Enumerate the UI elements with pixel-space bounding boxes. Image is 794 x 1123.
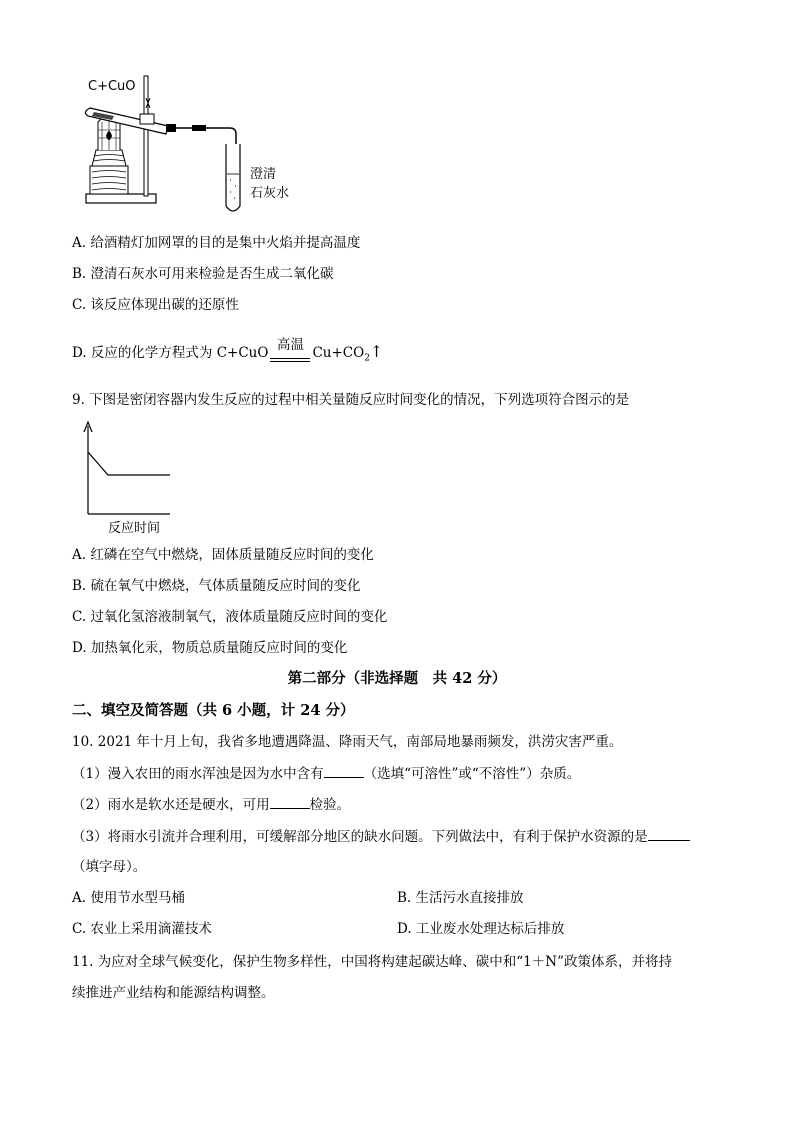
apparatus-figure <box>80 70 320 220</box>
section2-title: 二、填空及简答题（共 6 小题，计 24 分） <box>72 702 355 719</box>
q9-stem: 9. 下图是密闭容器内发生反应的过程中相关量随反应时间变化的情况，下列选项符合图示的是 <box>72 392 630 408</box>
q11-line-1: 11. 为应对全球气候变化，保护生物多样性，中国将构建起碳达峰、碳中和“1＋N”政策体系，并将持 <box>72 954 672 970</box>
receiving-tube <box>226 144 240 211</box>
limewater-label-1: 澄清 <box>250 167 277 182</box>
limewater-label-2: 石灰水 <box>250 186 290 201</box>
gas-arrow: ↑ <box>369 342 384 361</box>
q9-option-c: C. 过氧化氢溶液制氧气，液体质量随反应时间的变化 <box>72 609 388 625</box>
q10-sub1-pre: （1）漫入农田的雨水浑浊是因为水中含有 <box>72 766 324 782</box>
q8-option-d-subscript: 2 <box>364 353 370 364</box>
q8-option-d-product: Cu+CO <box>312 345 365 361</box>
q8-option-b: B. 澄清石灰水可用来检验是否生成二氧化碳 <box>72 266 334 282</box>
graph-curve <box>88 452 170 475</box>
q10-sub3 <box>72 826 690 847</box>
reactant-label: C+CuO <box>88 79 136 94</box>
graph-xlabel: 反应时间 <box>108 521 161 536</box>
q9-option-a: A. 红磷在空气中燃烧，固体质量随反应时间的变化 <box>72 547 374 563</box>
reaction-condition-text: 高温 <box>276 336 304 353</box>
q10-stem: 10. 2021 年十月上旬，我省多地遭遇降温、降雨天气，南部局地暴雨频发，洪涝灾害严重。 <box>72 734 623 750</box>
q10-sub2-pre: （2）雨水是软水还是硬水，可用 <box>72 797 270 813</box>
q10-option-b: B. 生活污水直接排放 <box>397 890 524 906</box>
q8-option-d <box>72 336 384 369</box>
q10-option-a: A. 使用节水型马桶 <box>72 890 185 906</box>
q9-option-b: B. 硫在氧气中燃烧，气体质量随反应时间的变化 <box>72 578 361 594</box>
q10-sub2 <box>72 794 350 815</box>
answer-blank-1[interactable] <box>324 763 364 778</box>
q10-sub1-post: （选填“可溶性”或“不溶性”）杂质。 <box>363 766 581 782</box>
q10-option-c: C. 农业上采用滴灌技术 <box>72 921 212 937</box>
q10-sub1 <box>72 763 580 784</box>
answer-blank-2[interactable] <box>270 794 310 809</box>
q8-option-c: C. 该反应体现出碳的还原性 <box>72 297 239 313</box>
stand-rod <box>144 76 148 196</box>
q10-sub3-text: （3）将雨水引流并合理利用，可缓解部分地区的缺水问题。下列做法中，有利于保护水资源的是 <box>72 829 648 845</box>
q10-option-d: D. 工业废水处理达标后排放 <box>397 921 565 937</box>
part2-title: 第二部分（非选择题 共 42 分） <box>287 670 507 687</box>
alcohol-lamp <box>92 150 126 166</box>
q9-graph <box>78 418 198 540</box>
q10-sub3-cont: （填字母）。 <box>72 859 147 875</box>
q9-option-d: D. 加热氧化汞，物质总质量随反应时间的变化 <box>72 640 348 656</box>
reaction-condition <box>268 336 312 369</box>
q8-option-d-prefix: D. 反应的化学方程式为 C+CuO <box>72 345 269 361</box>
answer-blank-3[interactable] <box>648 826 690 841</box>
q8-option-a: A. 给酒精灯加网罩的目的是集中火焰并提高温度 <box>72 235 361 251</box>
clamp <box>140 114 154 124</box>
q10-sub2-post: 检验。 <box>309 797 351 813</box>
q11-line-2: 续推进产业结构和能源结构调整。 <box>72 985 275 1001</box>
